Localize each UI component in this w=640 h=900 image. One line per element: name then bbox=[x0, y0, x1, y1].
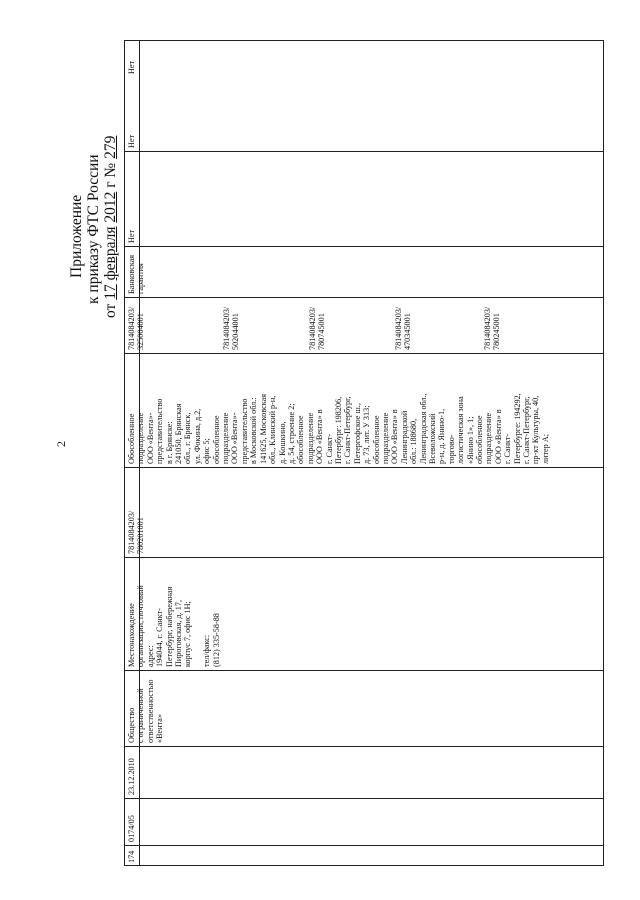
registration-number: 0174/05 bbox=[127, 815, 136, 842]
row-divider bbox=[124, 246, 604, 247]
branch-kpp: 7814084203/ 502044001 bbox=[222, 306, 241, 350]
organization-name: Общество с ограниченной ответственностью «Вента» bbox=[127, 679, 165, 743]
inn-kpp: 7814084203/ 780201001 bbox=[127, 510, 146, 554]
order-day: 17 bbox=[102, 284, 119, 300]
guarantee-type: Банковская гарантия bbox=[127, 254, 146, 294]
registration-date: 23.12.2010 bbox=[127, 758, 136, 795]
branch-kpp: 7814084203/ 780745001 bbox=[308, 306, 327, 350]
entry-number: 174 bbox=[127, 850, 136, 863]
row-divider bbox=[124, 845, 604, 846]
page-number: 2 bbox=[54, 441, 68, 447]
row-divider bbox=[124, 151, 604, 152]
row-divider bbox=[124, 467, 604, 468]
column-value-c: Нет bbox=[127, 60, 136, 74]
row-divider bbox=[124, 798, 604, 799]
order-month: февраля bbox=[102, 226, 119, 281]
column-value-a: Нет bbox=[127, 229, 136, 243]
branch-list: Обособленное подразделение ООО «Вента»- представительство в г. Брянске: 241050, Брянская обл., г. Брянск, ул. Фокина, д.2, офис 5; обособленное подразделение ООО «Вента»- представительство в Московской обл.: 141625, Московская обл., Клинский р-н, д. Кошкино, д. 54, строение 2; обособленное подразделение ООО «Вента» в г. Санкт- Петербург: 198206, г. Санкт-Петербург, Петергофское ш., д. 73, лит. У 313; обособленное подразделение ООО «Вента» в Ленинградской обл.: 188680, Ленинградская обл., Всеволожский р-н, д. Янино-1, торгово- логистическая зона «Янино 1», 1; обособленное подразделение ООО «Вента» в г. Санкт- Петербурге: 194292, г. Санкт-Петербург, пр-кт Культуры, 40, литер А; bbox=[127, 393, 550, 464]
header-line-3: от 17 февраля 2012 г № 279 bbox=[102, 135, 119, 318]
row-divider bbox=[124, 297, 604, 298]
branch-kpp: 7814084203/ 470345001 bbox=[394, 306, 413, 350]
branch-kpp: 7814084203/ 325004001 bbox=[127, 306, 146, 350]
branch-kpp: 7814084203/ 780245001 bbox=[483, 306, 502, 350]
organization-address: Местонахождение организации, почтовый адрес: 194044, г. Санкт- Петербург, набережная Пироговская, д. 17, корпус 7, офис 1Н; тел/факс: (812) 335-58-88 bbox=[127, 585, 221, 667]
appendix-header bbox=[68, 78, 119, 318]
column-value-b: Нет bbox=[127, 134, 136, 148]
order-number: 279 bbox=[102, 135, 119, 159]
row-divider bbox=[124, 746, 604, 747]
order-year: 2012 bbox=[102, 191, 119, 223]
header-line-1: Приложение bbox=[68, 194, 85, 278]
header-line-2: к приказу ФТС России bbox=[85, 154, 102, 304]
row-divider bbox=[124, 670, 604, 671]
